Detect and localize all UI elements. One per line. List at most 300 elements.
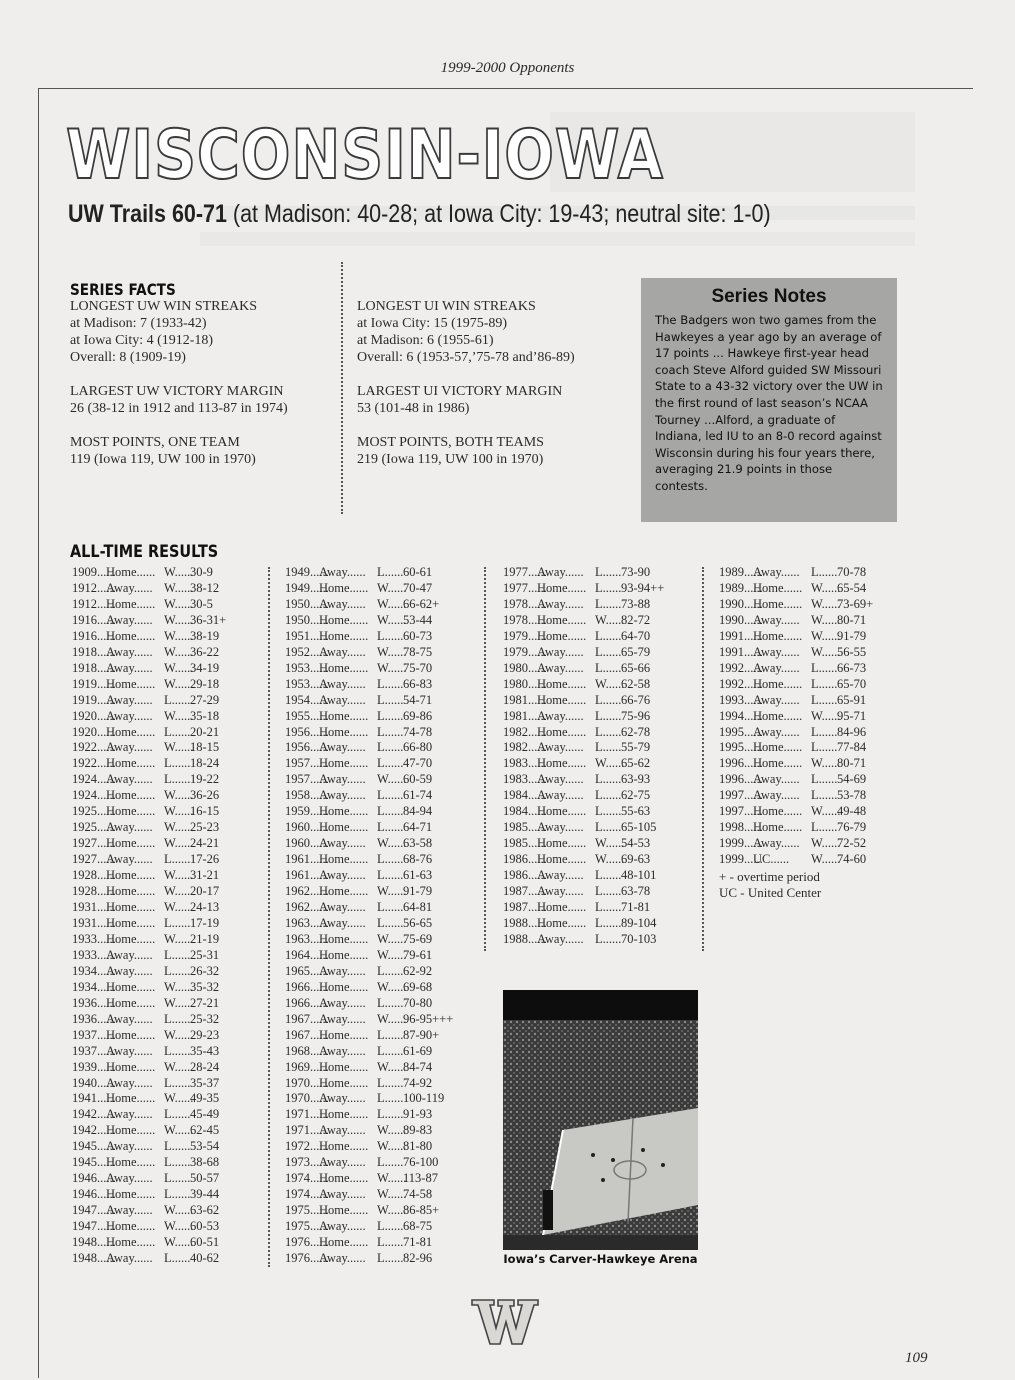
result-location: Home...... (319, 1235, 369, 1250)
result-row (503, 916, 664, 932)
result-outcome: W...... (164, 740, 194, 755)
result-row (285, 1028, 453, 1044)
result-score: 30-5 (190, 596, 213, 611)
result-outcome: L...... (811, 772, 838, 787)
result-outcome: W...... (377, 979, 407, 994)
result-location: Away...... (753, 644, 800, 659)
result-year: 1920...... (72, 724, 116, 739)
result-year: 1942...... (72, 1107, 116, 1122)
result-row (72, 980, 226, 996)
result-row (72, 1060, 226, 1076)
result-location: Home...... (319, 1139, 369, 1154)
result-row (72, 1123, 226, 1139)
all-time-results-heading: ALL-TIME RESULTS (70, 542, 219, 562)
result-location: Home...... (106, 1187, 156, 1202)
result-year: 1966...... (285, 979, 329, 994)
result-row (72, 1203, 226, 1219)
result-outcome: W...... (377, 1059, 407, 1074)
result-year: 1986...... (503, 868, 547, 883)
motion-w-icon (470, 1296, 540, 1348)
result-location: Home...... (753, 756, 803, 771)
result-location: Away...... (319, 772, 366, 787)
result-score: 31-21 (190, 868, 220, 883)
fact-group (70, 434, 288, 468)
result-row (719, 581, 873, 597)
fact-line: at Madison: 7 (1933-42) (70, 316, 207, 331)
result-row (503, 820, 664, 836)
result-score: 28-24 (190, 1059, 220, 1074)
result-location: Home...... (537, 580, 587, 595)
result-location: Away...... (319, 1091, 366, 1106)
result-row (285, 900, 453, 916)
result-row (719, 820, 873, 836)
result-location: Home...... (106, 868, 156, 883)
result-outcome: W...... (377, 1139, 407, 1154)
result-outcome: L...... (164, 1155, 191, 1170)
result-row (72, 1012, 226, 1028)
fact-group (357, 434, 575, 468)
legend-united-center: UC - United Center (719, 885, 822, 900)
fact-line: at Madison: 6 (1955-61) (357, 333, 494, 348)
result-year: 1985...... (503, 820, 547, 835)
result-location: Home...... (106, 884, 156, 899)
result-row (285, 852, 453, 868)
results-column-2 (285, 565, 453, 1267)
result-score: 53-44 (403, 612, 433, 627)
result-score: 66-83 (403, 676, 433, 691)
result-location: Away...... (319, 1155, 366, 1170)
result-outcome: L...... (164, 1250, 191, 1265)
result-outcome: L...... (595, 708, 622, 723)
result-location: Away...... (106, 580, 153, 595)
result-outcome: L...... (811, 788, 838, 803)
result-year: 1953...... (285, 660, 329, 675)
result-location: Home...... (753, 740, 803, 755)
result-year: 1996...... (719, 772, 763, 787)
result-outcome: W...... (164, 804, 194, 819)
result-outcome: W...... (164, 931, 194, 946)
result-year: 1949...... (285, 580, 329, 595)
result-outcome: L...... (595, 580, 622, 595)
result-row (72, 788, 226, 804)
result-outcome: L...... (377, 692, 404, 707)
result-score: 65-105 (621, 820, 657, 835)
result-year: 1934...... (72, 979, 116, 994)
result-score: 87-90+ (403, 1027, 440, 1042)
result-row (285, 693, 453, 709)
result-location: Home...... (106, 565, 156, 579)
result-score: 36-26 (190, 788, 220, 803)
result-row (285, 1251, 453, 1267)
result-location: Away...... (106, 644, 153, 659)
result-score: 40-62 (190, 1250, 220, 1265)
result-location: Away...... (319, 1187, 366, 1202)
result-row (503, 836, 664, 852)
result-year: 1912...... (72, 580, 116, 595)
result-location: Away...... (537, 644, 584, 659)
result-score: 35-18 (190, 708, 220, 723)
result-score: 75-70 (403, 660, 433, 675)
result-row (72, 565, 226, 581)
result-year: 1981...... (503, 692, 547, 707)
result-row (503, 677, 664, 693)
result-row (503, 613, 664, 629)
result-row (72, 852, 226, 868)
result-year: 1985...... (503, 836, 547, 851)
result-score: 29-23 (190, 1027, 220, 1042)
result-year: 1931...... (72, 900, 116, 915)
result-row (285, 1107, 453, 1123)
dotted-divider (484, 567, 486, 951)
result-year: 1945...... (72, 1139, 116, 1154)
result-year: 1977...... (503, 580, 547, 595)
result-year: 1965...... (285, 963, 329, 978)
result-year: 1924...... (72, 788, 116, 803)
result-year: 1981...... (503, 708, 547, 723)
result-outcome: L...... (595, 565, 622, 579)
result-outcome: L...... (377, 740, 404, 755)
result-outcome: W...... (811, 836, 841, 851)
result-score: 60-53 (190, 1219, 220, 1234)
result-location: Away...... (537, 740, 584, 755)
result-year: 1983...... (503, 772, 547, 787)
result-outcome: L...... (377, 788, 404, 803)
result-row (285, 836, 453, 852)
result-score: 61-74 (403, 788, 433, 803)
result-location: Home...... (106, 676, 156, 691)
photo-caption: Iowa’s Carver-Hawkeye Arena (503, 1252, 698, 1266)
result-row (72, 916, 226, 932)
result-score: 75-69 (403, 931, 433, 946)
result-year: 1957...... (285, 772, 329, 787)
result-score: 70-103 (621, 931, 657, 946)
result-row (285, 597, 453, 613)
result-location: Home...... (753, 804, 803, 819)
result-row (503, 597, 664, 613)
page-title: WISCONSIN-IOWA (66, 116, 664, 195)
result-outcome: L...... (811, 692, 838, 707)
result-location: Home...... (106, 995, 156, 1010)
result-outcome: W...... (164, 1235, 194, 1250)
result-year: 1941...... (72, 1091, 116, 1106)
result-location: Away...... (319, 963, 366, 978)
result-row (285, 772, 453, 788)
result-outcome: L...... (377, 995, 404, 1010)
result-year: 1919...... (72, 676, 116, 691)
result-location: Home...... (319, 820, 369, 835)
result-location: Home...... (319, 852, 369, 867)
result-outcome: W...... (377, 596, 407, 611)
result-year: 1936...... (72, 995, 116, 1010)
result-year: 1967...... (285, 1011, 329, 1026)
result-outcome: W...... (164, 628, 194, 643)
result-score: 38-68 (190, 1155, 220, 1170)
result-row (503, 756, 664, 772)
result-location: Away...... (753, 772, 800, 787)
result-outcome: L...... (164, 772, 191, 787)
result-year: 1916...... (72, 628, 116, 643)
result-score: 21-19 (190, 931, 220, 946)
result-outcome: W...... (164, 660, 194, 675)
result-score: 84-94 (403, 804, 433, 819)
result-location: Away...... (319, 1250, 366, 1265)
result-score: 72-52 (837, 836, 867, 851)
result-outcome: L...... (164, 1187, 191, 1202)
result-outcome: W...... (811, 644, 841, 659)
result-row (72, 996, 226, 1012)
dotted-divider (268, 567, 270, 1267)
result-score: 62-58 (621, 676, 651, 691)
result-score: 64-71 (403, 820, 433, 835)
series-facts-heading: SERIES FACTS (70, 280, 176, 299)
result-year: 1997...... (719, 788, 763, 803)
result-score: 61-69 (403, 1043, 433, 1058)
result-year: 1918...... (72, 644, 116, 659)
result-score: 74-92 (403, 1075, 433, 1090)
result-location: Home...... (753, 708, 803, 723)
series-record-bold: UW Trails 60-71 (68, 200, 227, 228)
result-row (285, 645, 453, 661)
result-row (72, 693, 226, 709)
result-outcome: W...... (595, 836, 625, 851)
result-year: 1946...... (72, 1171, 116, 1186)
result-year: 1956...... (285, 724, 329, 739)
result-year: 1936...... (72, 1011, 116, 1026)
result-score: 63-62 (190, 1203, 220, 1218)
result-year: 1948...... (72, 1235, 116, 1250)
result-outcome: W...... (377, 931, 407, 946)
result-year: 1952...... (285, 644, 329, 659)
result-outcome: L...... (811, 676, 838, 691)
result-year: 1970...... (285, 1075, 329, 1090)
result-year: 1986...... (503, 852, 547, 867)
result-row (719, 629, 873, 645)
result-score: 50-57 (190, 1171, 220, 1186)
result-year: 1991...... (719, 644, 763, 659)
result-outcome: L...... (811, 565, 838, 579)
result-row (285, 629, 453, 645)
result-row (719, 613, 873, 629)
result-row (72, 1076, 226, 1092)
result-score: 63-58 (403, 836, 433, 851)
result-score: 60-61 (403, 565, 433, 579)
result-score: 62-92 (403, 963, 433, 978)
result-score: 55-79 (621, 740, 651, 755)
arena-photo (503, 990, 698, 1250)
result-year: 1992...... (719, 676, 763, 691)
result-location: Away...... (319, 1011, 366, 1026)
result-row (72, 1235, 226, 1251)
result-row (285, 581, 453, 597)
result-year: 1937...... (72, 1027, 116, 1042)
result-outcome: L...... (595, 804, 622, 819)
result-year: 1951...... (285, 628, 329, 643)
series-notes-body: The Badgers won two games from the Hawkeyes a year ago by an average of 17 points ... Hawkeye first-year head coach Steve Alford guided SW Missouri State to a 43-32 victory over the UW in the first round of last season’s NCAA Tourney ...Alford, a graduate of Indiana, led IU to an 8-0 record against Wisconsin during his four years there, averaging 21.9 points in those contests. (655, 313, 883, 493)
result-score: 36-31+ (190, 612, 227, 627)
result-year: 1999...... (719, 836, 763, 851)
result-outcome: W...... (811, 612, 841, 627)
result-location: Home...... (106, 1123, 156, 1138)
result-outcome: W...... (164, 612, 194, 627)
result-year: 1978...... (503, 612, 547, 627)
result-row (72, 932, 226, 948)
result-year: 1989...... (719, 580, 763, 595)
result-location: Home...... (106, 836, 156, 851)
result-score: 24-21 (190, 836, 220, 851)
result-outcome: L...... (164, 1075, 191, 1090)
results-legend (719, 869, 821, 901)
result-year: 1979...... (503, 644, 547, 659)
result-row (285, 996, 453, 1012)
page-number: 109 (905, 1350, 928, 1366)
result-row (285, 1171, 453, 1187)
result-outcome: L...... (377, 852, 404, 867)
result-location: Home...... (106, 756, 156, 771)
result-outcome: L...... (377, 628, 404, 643)
result-location: Home...... (319, 1059, 369, 1074)
result-year: 1948...... (72, 1250, 116, 1265)
result-year: 1916...... (72, 612, 116, 627)
result-score: 89-83 (403, 1123, 433, 1138)
result-score: 62-45 (190, 1123, 220, 1138)
result-score: 95-71 (837, 708, 867, 723)
result-year: 1996...... (719, 756, 763, 771)
result-outcome: L...... (377, 804, 404, 819)
result-score: 91-79 (403, 884, 433, 899)
result-row (72, 613, 226, 629)
result-year: 1995...... (719, 740, 763, 755)
result-outcome: L...... (377, 915, 404, 930)
result-year: 1971...... (285, 1123, 329, 1138)
result-score: 71-81 (403, 1235, 433, 1250)
result-outcome: W...... (595, 676, 625, 691)
result-location: Away...... (537, 596, 584, 611)
result-location: Home...... (106, 979, 156, 994)
result-score: 91-93 (403, 1107, 433, 1122)
result-score: 84-96 (837, 724, 867, 739)
result-year: 1999...... (719, 852, 763, 867)
result-row (285, 884, 453, 900)
result-year: 1998...... (719, 820, 763, 835)
result-location: Home...... (319, 756, 369, 771)
result-year: 1955...... (285, 708, 329, 723)
result-location: Away...... (319, 644, 366, 659)
result-row (72, 900, 226, 916)
result-location: Away...... (106, 1139, 153, 1154)
result-year: 1950...... (285, 596, 329, 611)
result-location: Away...... (537, 931, 584, 946)
result-location: Away...... (537, 660, 584, 675)
result-row (72, 772, 226, 788)
result-location: Away...... (106, 1043, 153, 1058)
result-location: Home...... (753, 628, 803, 643)
result-location: Away...... (753, 612, 800, 627)
result-year: 1942...... (72, 1123, 116, 1138)
result-outcome: W...... (164, 596, 194, 611)
fact-line: Overall: 6 (1953-57,’75-78 and’86-89) (357, 350, 575, 365)
result-outcome: L...... (164, 724, 191, 739)
result-location: Home...... (319, 884, 369, 899)
result-score: 25-31 (190, 947, 220, 962)
result-row (72, 1155, 226, 1171)
series-record (68, 200, 771, 229)
result-outcome: L...... (595, 644, 622, 659)
result-location: Home...... (319, 612, 369, 627)
result-outcome: L...... (377, 1219, 404, 1234)
result-score: 80-71 (837, 612, 867, 627)
result-outcome: W...... (164, 836, 194, 851)
result-outcome: W...... (595, 852, 625, 867)
result-score: 49-48 (837, 804, 867, 819)
result-year: 1953...... (285, 676, 329, 691)
result-year: 1966...... (285, 995, 329, 1010)
result-score: 96-95+++ (403, 1011, 454, 1026)
result-row (503, 709, 664, 725)
result-outcome: W...... (377, 1171, 407, 1186)
result-outcome: L...... (377, 1043, 404, 1058)
result-score: 30-9 (190, 565, 213, 579)
result-score: 65-54 (837, 580, 867, 595)
result-location: Home...... (106, 1091, 156, 1106)
results-column-3 (503, 565, 664, 948)
result-year: 1918...... (72, 660, 116, 675)
result-location: Home...... (537, 852, 587, 867)
result-row (719, 693, 873, 709)
result-year: 1963...... (285, 931, 329, 946)
result-row (719, 852, 873, 868)
result-outcome: L...... (164, 1139, 191, 1154)
result-row (503, 629, 664, 645)
result-score: 38-12 (190, 580, 220, 595)
result-location: Away...... (106, 612, 153, 627)
result-location: Home...... (753, 596, 803, 611)
result-row (72, 725, 226, 741)
result-outcome: L...... (377, 1235, 404, 1250)
result-row (72, 1107, 226, 1123)
result-outcome: W...... (164, 1027, 194, 1042)
result-location: Away...... (106, 820, 153, 835)
result-location: Away...... (753, 788, 800, 803)
result-outcome: W...... (811, 628, 841, 643)
result-row (72, 661, 226, 677)
result-location: Away...... (106, 772, 153, 787)
result-score: 69-86 (403, 708, 433, 723)
fact-group (70, 383, 288, 417)
result-location: Away...... (319, 915, 366, 930)
result-location: Home...... (537, 628, 587, 643)
result-location: Away...... (106, 708, 153, 723)
fact-title: LARGEST UW VICTORY MARGIN (70, 384, 284, 399)
result-outcome: L...... (164, 1107, 191, 1122)
result-location: Home...... (319, 979, 369, 994)
result-year: 1958...... (285, 788, 329, 803)
legend-overtime: + - overtime period (719, 869, 820, 884)
result-row (285, 788, 453, 804)
result-year: 1990...... (719, 596, 763, 611)
result-score: 64-81 (403, 900, 433, 915)
result-row (719, 772, 873, 788)
result-location: Home...... (106, 1235, 156, 1250)
result-row (285, 661, 453, 677)
result-score: 38-19 (190, 628, 220, 643)
result-row (72, 948, 226, 964)
result-year: 1945...... (72, 1155, 116, 1170)
result-row (285, 932, 453, 948)
result-row (719, 725, 873, 741)
result-score: 54-53 (621, 836, 651, 851)
result-year: 1969...... (285, 1059, 329, 1074)
result-location: Away...... (753, 724, 800, 739)
